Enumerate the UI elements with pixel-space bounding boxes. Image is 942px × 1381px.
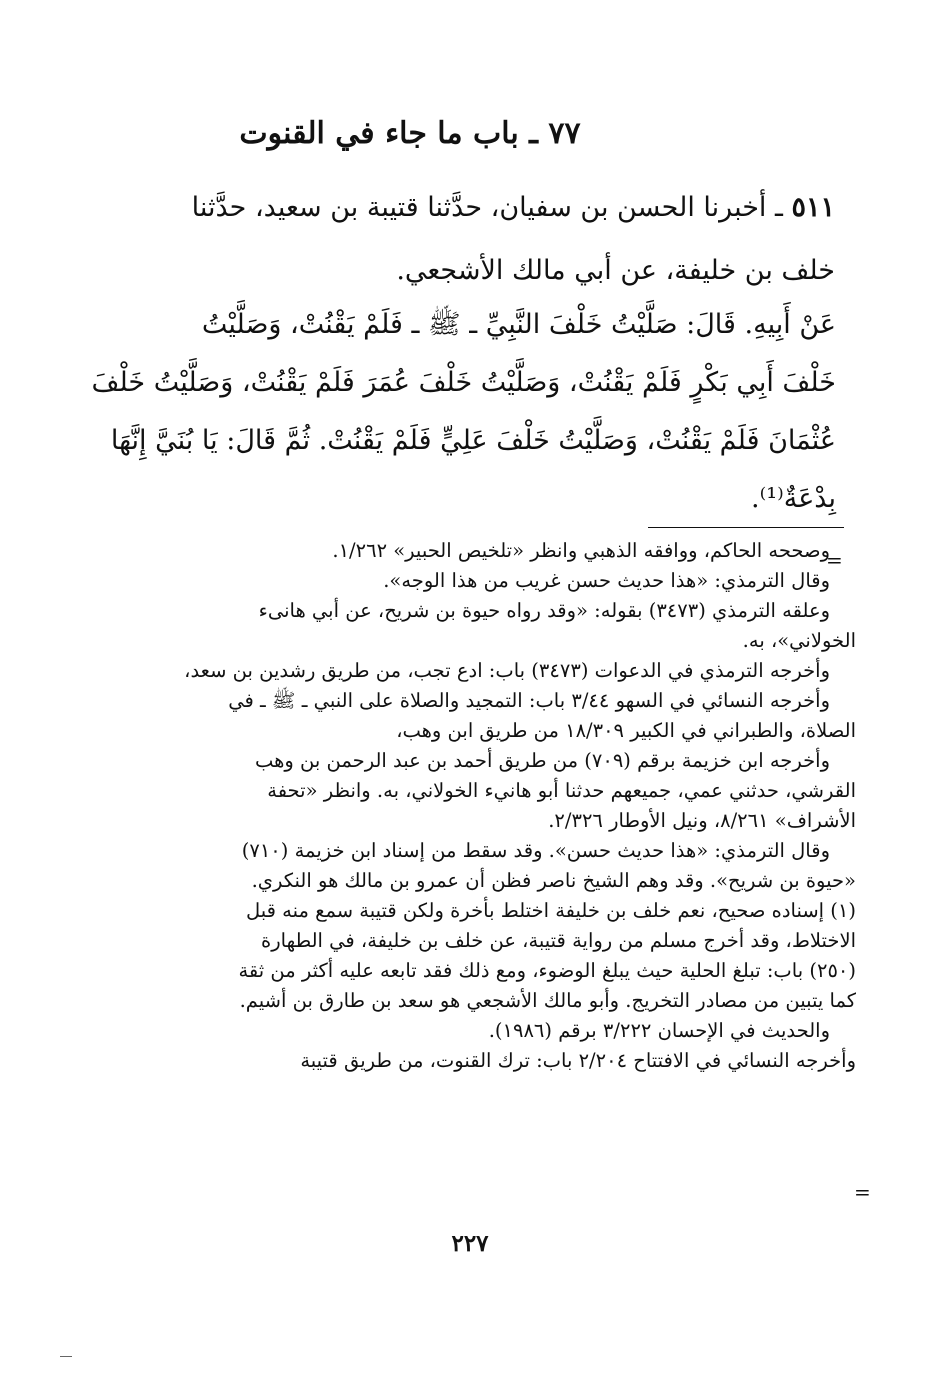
- continuation-marker: =: [826, 548, 843, 572]
- chain-line-1: [115, 176, 835, 239]
- hadith-chain: [115, 176, 835, 302]
- hadith-matn: [91, 296, 836, 528]
- footnote-line: وصححه الحاكم، ووافقه الذهبي وانظر «تلخيص الحبير» ١/٢٦٢.: [332, 539, 830, 562]
- matn-line: عَنْ أَبِيهِ. قَالَ: صَلَّيْتُ خَلْفَ النَّبِيِّ ـ ﷺ ـ فَلَمْ يَقْنُتْ، وَصَلَّيْتُ: [201, 309, 836, 340]
- footnote-line: وقال الترمذي: «هذا حديث حسن غريب من هذا الوجه».: [383, 569, 830, 592]
- chain-text-1: ـ أخبرنا الحسن بن سفيان، حدَّثنا قتيبة بن سعيد، حدَّثنا: [191, 192, 792, 223]
- footnote-line: وأخرجه ابن خزيمة برقم (٧٠٩) من طريق أحمد بن عبد الرحمن بن وهب: [255, 749, 830, 772]
- trailing-marker: =: [854, 1180, 871, 1204]
- footnote-line: الأشراف» ٨/٢٦١، ونيل الأوطار ٢/٣٢٦.: [548, 809, 856, 832]
- footnote-line: (١) إسناده صحيح، نعم خلف بن خليفة اختلط بأخرة ولكن قتيبة سمع منه قبل: [245, 899, 856, 922]
- footnote-line: وقال الترمذي: «هذا حديث حسن». وقد سقط من إسناد ابن خزيمة (٧١٠): [241, 839, 830, 862]
- chain-line-2: خلف بن خليفة، عن أبي مالك الأشجعي.: [396, 255, 835, 286]
- footnote-line: الخولاني»، به.: [742, 629, 856, 652]
- footnote-line: وأخرجه النسائي في السهو ٣/٤٤ باب: التمجيد والصلاة على النبي ـ ﷺ ـ في: [228, 689, 830, 712]
- footnote-separator: [648, 527, 844, 528]
- footnote-line: القرشي، حدثني عمي، جميعهم حدثنا أبو هانيء الخولاني، به. وانظر «تحفة: [267, 779, 856, 802]
- chapter-title: ٧٧ ـ باب ما جاء في القنوت: [239, 116, 581, 151]
- matn-line: عُثْمَانَ فَلَمْ يَقْنُتْ، وَصَلَّيْتُ خَلْفَ عَلِيٍّ فَلَمْ يَقْنُتْ. ثُمَّ قَالَ: يَا بُنَيَّ إِنَّهَا: [110, 425, 836, 456]
- page-number: ٢٢٧: [451, 1230, 489, 1257]
- footnote-line: (٢٥٠) باب: تبلغ الحلية حيث يبلغ الوضوء، ومع ذلك فقد تابعه عليه أكثر من ثقة: [238, 959, 856, 982]
- footnote-line: وعلقه الترمذي (٣٤٧٣) بقوله: «وقد رواه حيوة بن شريح، عن أبي هانىء: [258, 599, 830, 622]
- footnote-line: وأخرجه النسائي في الافتتاح ٢/٢٠٤ باب: ترك القنوت، من طريق قتيبة: [300, 1049, 856, 1072]
- footnotes: [94, 536, 856, 1076]
- matn-line: بِدْعَةٌ⁽¹⁾.: [751, 483, 836, 514]
- footnote-line: وأخرجه الترمذي في الدعوات (٣٤٧٣) باب: ادع تجب، من طريق رشدين بن سعد،: [184, 659, 830, 682]
- footnote-line: الاختلاط، وقد أخرج مسلم من رواية قتيبة، عن خلف بن خليفة، في الطهارة: [261, 929, 856, 952]
- footnote-line: الصلاة، والطبراني في الكبير ١٨/٣٠٩ من طريق ابن وهب،: [396, 719, 856, 742]
- hadith-number: ٥١١: [791, 192, 835, 223]
- scan-mark: [60, 1356, 72, 1357]
- footnote-line: كما يتبين من مصادر التخريج. وأبو مالك الأشجعي هو سعد بن طارق بن أشيم.: [239, 989, 856, 1012]
- footnote-line: والحديث في الإحسان ٣/٢٢٢ برقم (١٩٨٦).: [488, 1019, 830, 1042]
- footnote-line: «حيوة بن شريح». وقد وهم الشيخ ناصر فظن أن عمرو بن مالك هو النكري.: [251, 869, 856, 892]
- matn-line: خَلْفَ أَبِي بَكْرٍ فَلَمْ يَقْنُتْ، وَصَلَّيْتُ خَلْفَ عُمَرَ فَلَمْ يَقْنُتْ، وَصَلَّيْتُ خَلْفَ: [91, 367, 836, 398]
